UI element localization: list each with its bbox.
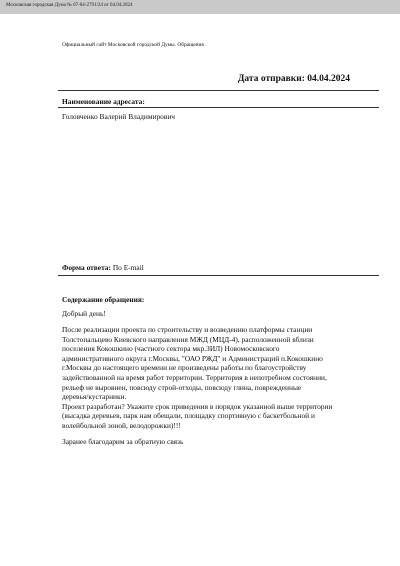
message-body bbox=[62, 325, 362, 431]
message-line: После реализации проекта по строительству и возведению платформы станции bbox=[62, 325, 313, 334]
message-line: административного округа г.Москвы, "ОАО РЖД" и Администраций п.Кокошкино bbox=[62, 353, 323, 363]
message-line: задействованной на время работ территории. Территория в непотребном состоянии, bbox=[62, 372, 327, 382]
message-line: Толстопальцево Киевского направления МЖД (МЦД-4), расположенной вблизи bbox=[62, 334, 314, 344]
response-form bbox=[62, 263, 144, 272]
document-header-bar bbox=[0, 0, 400, 14]
message-line: г.Москвы до настоящего времени не произведены работы по благоустройству bbox=[62, 363, 307, 373]
response-form-value: По E-mail bbox=[112, 263, 144, 272]
message-line: поселения Кокошкино (частного сектора мкр.ЗИЛ) Новомосковского bbox=[62, 344, 280, 354]
addressee-label: Наименование адресата: bbox=[62, 97, 145, 106]
divider bbox=[58, 90, 379, 91]
closing-line: Заранее благодарим за обратную связь bbox=[62, 437, 184, 446]
response-form-label: Форма ответа: bbox=[62, 263, 111, 272]
content-label: Содержание обращения: bbox=[62, 295, 145, 304]
document-header-text: Московская городская Дума № 07-04-2791/24 от 04.04.2024 bbox=[6, 3, 133, 8]
send-date-value: 04.04.2024 bbox=[307, 74, 350, 84]
send-date-label: Дата отправки: bbox=[237, 74, 305, 84]
site-line: Официальный сайт Московской городской Думы. Обращения . bbox=[62, 42, 207, 48]
message-line: (высадка деревьев, парк нам обещали, площадку спортивную с баскетбольной и bbox=[62, 411, 315, 421]
addressee-name: Головченко Валерий Владимирович bbox=[62, 112, 176, 121]
send-date bbox=[238, 74, 350, 84]
divider bbox=[58, 107, 379, 108]
message-line: Проект разработан? Укажите срок приведения в порядок указанной выше территории bbox=[62, 401, 333, 411]
message-line: рельеф не выровнен, повсюду строй-отходы, повсюду глина, поврежденные bbox=[62, 382, 302, 392]
greeting: Добрый день! bbox=[62, 309, 106, 318]
divider bbox=[58, 275, 379, 276]
message-line: деревья/кустарники. bbox=[62, 392, 127, 402]
message-line: волейбольной зоной, велодорожки)!!! bbox=[62, 420, 181, 430]
